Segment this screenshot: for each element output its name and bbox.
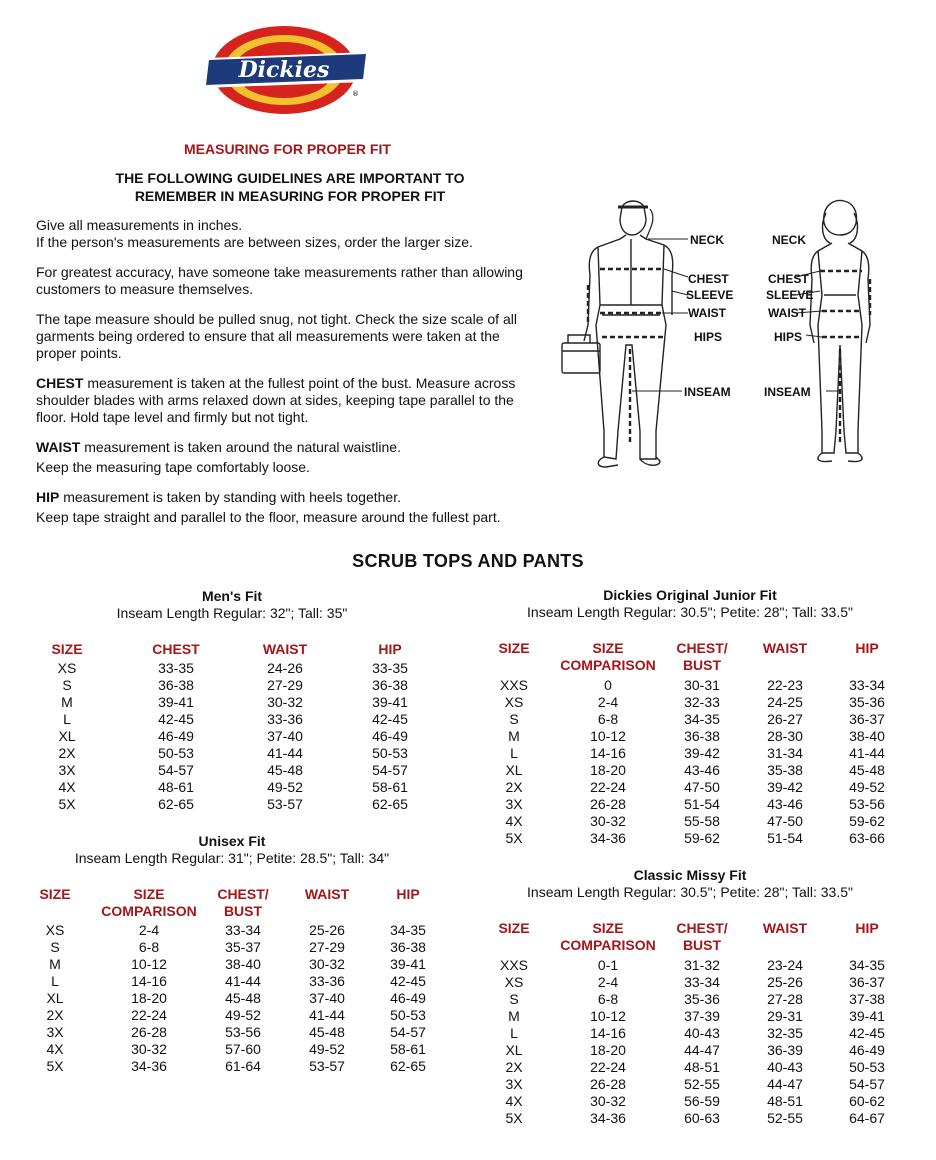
missy-cell: 39-41 — [849, 1008, 885, 1024]
mens-cell: 37-40 — [267, 728, 303, 744]
guideline-text: floor. Hold tape level and firmly but not tight. — [36, 409, 309, 425]
mens-cell: 50-53 — [158, 745, 194, 761]
junior-cell: 22-24 — [590, 779, 626, 795]
mens-cell: S — [62, 677, 72, 693]
unisex-cell: 45-48 — [309, 1024, 345, 1040]
unisex-cell: 27-29 — [309, 939, 345, 955]
unisex-cell: 53-57 — [309, 1058, 345, 1074]
junior-cell: 36-37 — [849, 711, 885, 727]
missy-cell: 42-45 — [849, 1025, 885, 1041]
missy-cell: 37-38 — [849, 991, 885, 1007]
registered-mark: ® — [352, 90, 359, 98]
unisex-cell: 39-41 — [390, 956, 426, 972]
mens-cell: 36-38 — [372, 677, 408, 693]
unisex-cell: 53-56 — [225, 1024, 261, 1040]
junior-cell: 51-54 — [684, 796, 720, 812]
unisex-cell: 10-12 — [131, 956, 167, 972]
junior-cell: 14-16 — [590, 745, 626, 761]
missy-cell: 36-39 — [767, 1042, 803, 1058]
hip-label: HIP — [36, 489, 60, 505]
unisex-cell: 26-28 — [131, 1024, 167, 1040]
unisex-cell: 2X — [46, 1007, 64, 1023]
unisex-cell: XL — [46, 990, 64, 1006]
unisex-cell: 36-38 — [390, 939, 426, 955]
unisex-header-hip: HIP — [396, 886, 420, 902]
junior-header-size: SIZE — [498, 640, 530, 656]
missy-cell: 44-47 — [767, 1076, 803, 1092]
missy-cell: 34-36 — [590, 1110, 626, 1126]
junior-cell: 33-34 — [849, 677, 885, 693]
mens-cell: 46-49 — [372, 728, 408, 744]
male-inseam-label: INSEAM — [684, 385, 731, 399]
junior-cell: 6-8 — [597, 711, 619, 727]
missy-cell: 52-55 — [684, 1076, 720, 1092]
unisex-cell: 25-26 — [309, 922, 345, 938]
junior-cell: XL — [505, 762, 523, 778]
waist-label: WAIST — [36, 439, 81, 455]
male-neck-label: NECK — [690, 233, 725, 247]
junior-cell: 59-62 — [684, 830, 720, 846]
mens-header-waist: WAIST — [262, 641, 308, 657]
junior-fit-inseam: Inseam Length Regular: 30.5"; Petite: 28"; Tall: 33.5" — [527, 604, 853, 620]
unisex-header-chest-bust: CHEST/ BUST — [217, 886, 269, 919]
junior-cell: 39-42 — [767, 779, 803, 795]
male-hips-label: HIPS — [694, 330, 723, 344]
junior-cell: 2-4 — [597, 694, 619, 710]
missy-fit-inseam: Inseam Length Regular: 30.5"; Petite: 28"; Tall: 33.5" — [527, 884, 853, 900]
mens-cell: 33-35 — [372, 660, 408, 676]
missy-cell: XS — [504, 974, 524, 990]
mens-cell: 36-38 — [158, 677, 194, 693]
missy-cell: 33-34 — [684, 974, 720, 990]
junior-cell: 49-52 — [849, 779, 885, 795]
junior-cell: 26-28 — [590, 796, 626, 812]
unisex-cell: 58-61 — [390, 1041, 426, 1057]
unisex-cell: 37-40 — [309, 990, 345, 1006]
unisex-cell: S — [50, 939, 60, 955]
missy-cell: M — [508, 1008, 520, 1024]
unisex-cell: 33-36 — [309, 973, 345, 989]
missy-cell: 27-28 — [767, 991, 803, 1007]
junior-cell: 31-34 — [767, 745, 803, 761]
missy-fit-title: Classic Missy Fit — [633, 867, 747, 883]
missy-cell: 31-32 — [684, 957, 720, 973]
junior-cell: 55-58 — [684, 813, 720, 829]
mens-cell: 3X — [58, 762, 76, 778]
unisex-cell: 14-16 — [131, 973, 167, 989]
missy-cell: 54-57 — [849, 1076, 885, 1092]
unisex-cell: 30-32 — [131, 1041, 167, 1057]
junior-header-waist: WAIST — [762, 640, 808, 656]
missy-header-chest-bust: CHEST/ BUST — [676, 920, 728, 953]
guideline-text: If the person's measurements are between sizes, order the larger size. — [36, 234, 473, 250]
guideline-text: shoulder blades with arms relaxed down at sides, keeping tape parallel to the — [36, 392, 514, 408]
guideline-text: measurement is taken around the natural waistline. — [80, 439, 401, 455]
junior-cell: 47-50 — [767, 813, 803, 829]
missy-cell: 46-49 — [849, 1042, 885, 1058]
male-sleeve-label: SLEEVE — [686, 288, 734, 302]
junior-cell: 2X — [505, 779, 523, 795]
mens-cell: 46-49 — [158, 728, 194, 744]
mens-cell: M — [61, 694, 73, 710]
section-title: SCRUB TOPS AND PANTS — [352, 551, 584, 571]
junior-cell: 30-32 — [590, 813, 626, 829]
male-waist-label: WAIST — [688, 306, 726, 320]
missy-cell: 60-63 — [684, 1110, 720, 1126]
junior-cell: 59-62 — [849, 813, 885, 829]
junior-header-hip: HIP — [855, 640, 879, 656]
unisex-cell: 33-34 — [225, 922, 261, 938]
unisex-cell: 5X — [46, 1058, 64, 1074]
junior-cell: 0 — [604, 677, 612, 693]
unisex-cell: 62-65 — [390, 1058, 426, 1074]
missy-cell: 35-36 — [684, 991, 720, 1007]
mens-cell: 27-29 — [267, 677, 303, 693]
unisex-cell: 18-20 — [131, 990, 167, 1006]
mens-cell: 39-41 — [158, 694, 194, 710]
mens-cell: 5X — [58, 796, 76, 812]
mens-cell: 62-65 — [372, 796, 408, 812]
missy-cell: 6-8 — [597, 991, 619, 1007]
unisex-cell: 35-37 — [225, 939, 261, 955]
unisex-cell: 22-24 — [131, 1007, 167, 1023]
unisex-cell: 34-35 — [390, 922, 426, 938]
female-chest-label: CHEST — [768, 272, 809, 286]
mens-cell: 39-41 — [372, 694, 408, 710]
guideline-text: proper points. — [36, 345, 122, 361]
unisex-cell: 54-57 — [390, 1024, 426, 1040]
missy-cell: 50-53 — [849, 1059, 885, 1075]
mens-cell: 30-32 — [267, 694, 303, 710]
missy-cell: 60-62 — [849, 1093, 885, 1109]
guideline-text: Keep tape straight and parallel to the floor, measure around the fullest part. — [36, 509, 501, 525]
unisex-cell: 46-49 — [390, 990, 426, 1006]
unisex-cell: 2-4 — [138, 922, 160, 938]
missy-cell: 14-16 — [590, 1025, 626, 1041]
junior-cell: 35-36 — [849, 694, 885, 710]
junior-cell: 3X — [505, 796, 523, 812]
missy-cell: 18-20 — [590, 1042, 626, 1058]
junior-cell: 18-20 — [590, 762, 626, 778]
unisex-fit-title: Unisex Fit — [198, 833, 266, 849]
unisex-cell: M — [49, 956, 61, 972]
unisex-fit-inseam: Inseam Length Regular: 31"; Petite: 28.5"; Tall: 34" — [74, 850, 390, 866]
junior-cell: 24-25 — [767, 694, 803, 710]
junior-cell: 45-48 — [849, 762, 885, 778]
junior-cell: 36-38 — [684, 728, 720, 744]
unisex-cell: L — [51, 973, 59, 989]
unisex-cell: 49-52 — [225, 1007, 261, 1023]
unisex-cell: 30-32 — [309, 956, 345, 972]
missy-cell: 64-67 — [849, 1110, 885, 1126]
guideline-text: measurement is taken at the fullest point of the bust. Measure across — [83, 375, 516, 391]
guideline-text: garments being ordered to ensure that all measurements were taken at the — [36, 328, 500, 344]
junior-cell: XXS — [499, 677, 528, 693]
junior-cell: 5X — [505, 830, 523, 846]
female-hips-label: HIPS — [774, 330, 803, 344]
missy-cell: XL — [505, 1042, 523, 1058]
junior-cell: 10-12 — [590, 728, 626, 744]
missy-cell: 32-35 — [767, 1025, 803, 1041]
junior-cell: 30-31 — [684, 677, 720, 693]
junior-cell: 53-56 — [849, 796, 885, 812]
junior-cell: 51-54 — [767, 830, 803, 846]
missy-cell: 56-59 — [684, 1093, 720, 1109]
mens-cell: 58-61 — [372, 779, 408, 795]
missy-cell: 25-26 — [767, 974, 803, 990]
guideline-text: Give all measurements in inches. — [36, 217, 243, 233]
mens-cell: 50-53 — [372, 745, 408, 761]
missy-cell: 48-51 — [767, 1093, 803, 1109]
missy-cell: 3X — [505, 1076, 523, 1092]
page-subtitle-line-2: REMEMBER IN MEASURING FOR PROPER FIT — [134, 188, 446, 204]
junior-cell: 34-36 — [590, 830, 626, 846]
missy-cell: 26-28 — [590, 1076, 626, 1092]
logo-wordmark: Dickies — [238, 57, 330, 83]
female-sleeve-label: SLEEVE — [766, 288, 814, 302]
junior-cell: 22-23 — [767, 677, 803, 693]
unisex-cell: XS — [45, 922, 65, 938]
mens-cell: 53-57 — [267, 796, 303, 812]
mens-cell: 4X — [58, 779, 76, 795]
mens-cell: 41-44 — [267, 745, 303, 761]
chest-label: CHEST — [36, 375, 84, 391]
unisex-cell: 41-44 — [225, 973, 261, 989]
mens-cell: 33-36 — [267, 711, 303, 727]
unisex-cell: 57-60 — [225, 1041, 261, 1057]
unisex-cell: 4X — [46, 1041, 64, 1057]
missy-cell: L — [510, 1025, 518, 1041]
missy-cell: 2X — [505, 1059, 523, 1075]
missy-cell: 40-43 — [684, 1025, 720, 1041]
mens-cell: XL — [58, 728, 76, 744]
missy-cell: 5X — [505, 1110, 523, 1126]
mens-cell: 62-65 — [158, 796, 194, 812]
guideline-text: measurement is taken by standing with heels together. — [59, 489, 401, 505]
page-title: MEASURING FOR PROPER FIT — [184, 141, 391, 157]
mens-fit-title: Men's Fit — [201, 588, 263, 604]
unisex-header-size-comparison: SIZE COMPARISON — [101, 886, 197, 919]
mens-cell: 54-57 — [372, 762, 408, 778]
junior-cell: 43-46 — [684, 762, 720, 778]
mens-header-chest: CHEST — [152, 641, 200, 657]
mens-cell: 42-45 — [372, 711, 408, 727]
unisex-cell: 61-64 — [225, 1058, 261, 1074]
unisex-cell: 6-8 — [138, 939, 160, 955]
junior-header-chest-bust: CHEST/ BUST — [676, 640, 728, 673]
junior-cell: 43-46 — [767, 796, 803, 812]
unisex-header-waist: WAIST — [304, 886, 350, 902]
unisex-cell: 38-40 — [225, 956, 261, 972]
junior-cell: 26-27 — [767, 711, 803, 727]
missy-cell: 22-24 — [590, 1059, 626, 1075]
junior-cell: 63-66 — [849, 830, 885, 846]
unisex-cell: 42-45 — [390, 973, 426, 989]
mens-fit-inseam: Inseam Length Regular: 32"; Tall: 35" — [116, 605, 348, 621]
missy-header-size-comparison: SIZE COMPARISON — [560, 920, 656, 953]
missy-cell: 0-1 — [597, 957, 619, 973]
junior-cell: 41-44 — [849, 745, 885, 761]
junior-cell: M — [508, 728, 520, 744]
junior-cell: 38-40 — [849, 728, 885, 744]
male-chest-label: CHEST — [688, 272, 729, 286]
junior-cell: 39-42 — [684, 745, 720, 761]
missy-cell: 10-12 — [590, 1008, 626, 1024]
junior-fit-title: Dickies Original Junior Fit — [603, 587, 777, 603]
junior-cell: 47-50 — [684, 779, 720, 795]
missy-cell: 37-39 — [684, 1008, 720, 1024]
missy-cell: 2-4 — [597, 974, 619, 990]
junior-cell: XS — [504, 694, 524, 710]
missy-cell: 23-24 — [767, 957, 803, 973]
missy-cell: 34-35 — [849, 957, 885, 973]
junior-cell: 34-35 — [684, 711, 720, 727]
female-inseam-label: INSEAM — [764, 385, 811, 399]
mens-cell: 45-48 — [267, 762, 303, 778]
mens-cell: 2X — [58, 745, 76, 761]
mens-cell: 42-45 — [158, 711, 194, 727]
unisex-cell: 41-44 — [309, 1007, 345, 1023]
page-subtitle-line-1: THE FOLLOWING GUIDELINES ARE IMPORTANT TO — [115, 170, 465, 186]
mens-cell: XS — [57, 660, 77, 676]
missy-cell: 36-37 — [849, 974, 885, 990]
mens-header-size: SIZE — [51, 641, 83, 657]
junior-cell: L — [510, 745, 518, 761]
junior-cell: 4X — [505, 813, 523, 829]
unisex-cell: 49-52 — [309, 1041, 345, 1057]
junior-cell: S — [509, 711, 519, 727]
guideline-text: For greatest accuracy, have someone take measurements rather than allowing — [36, 264, 523, 280]
junior-cell: 35-38 — [767, 762, 803, 778]
guideline-text: The tape measure should be pulled snug, not tight. Check the size scale of all — [36, 311, 517, 327]
female-waist-label: WAIST — [768, 306, 806, 320]
missy-cell: 52-55 — [767, 1110, 803, 1126]
mens-cell: 49-52 — [267, 779, 303, 795]
missy-cell: 40-43 — [767, 1059, 803, 1075]
missy-header-waist: WAIST — [762, 920, 808, 936]
missy-cell: 29-31 — [767, 1008, 803, 1024]
mens-cell: 48-61 — [158, 779, 194, 795]
female-neck-label: NECK — [772, 233, 807, 247]
missy-cell: S — [509, 991, 519, 1007]
missy-header-size: SIZE — [498, 920, 530, 936]
unisex-header-size: SIZE — [39, 886, 71, 902]
mens-cell: L — [63, 711, 71, 727]
mens-cell: 24-26 — [267, 660, 303, 676]
missy-header-hip: HIP — [855, 920, 879, 936]
mens-cell: 54-57 — [158, 762, 194, 778]
missy-cell: 30-32 — [590, 1093, 626, 1109]
missy-cell: 4X — [505, 1093, 523, 1109]
junior-cell: 32-33 — [684, 694, 720, 710]
mens-header-hip: HIP — [378, 641, 402, 657]
unisex-cell: 45-48 — [225, 990, 261, 1006]
missy-cell: XXS — [499, 957, 528, 973]
junior-cell: 28-30 — [767, 728, 803, 744]
missy-cell: 48-51 — [684, 1059, 720, 1075]
unisex-cell: 50-53 — [390, 1007, 426, 1023]
unisex-cell: 34-36 — [131, 1058, 167, 1074]
missy-cell: 44-47 — [684, 1042, 720, 1058]
guideline-text: customers to measure themselves. — [36, 281, 254, 297]
mens-cell: 33-35 — [158, 660, 194, 676]
unisex-cell: 3X — [46, 1024, 64, 1040]
junior-header-size-comparison: SIZE COMPARISON — [560, 640, 656, 673]
guideline-text: Keep the measuring tape comfortably loose. — [36, 459, 310, 475]
